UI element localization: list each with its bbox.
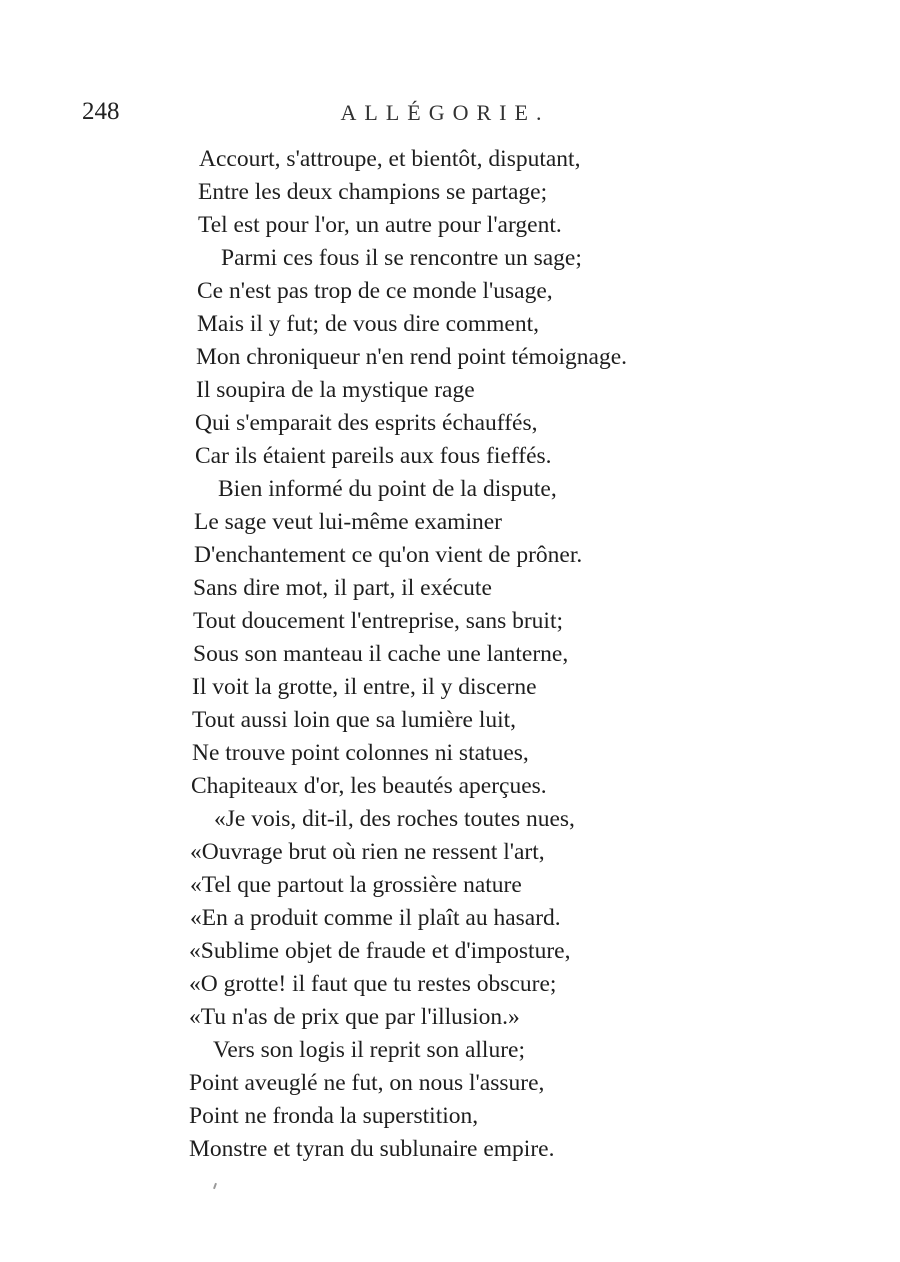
poem-line: Sous son manteau il cache une lanterne, bbox=[193, 641, 569, 667]
page-number: 248 bbox=[82, 98, 120, 125]
poem-line: «Tel que partout la grossière nature bbox=[190, 872, 522, 898]
poem-line: Sans dire mot, il part, il exécute bbox=[193, 575, 492, 601]
poem-line: Ce n'est pas trop de ce monde l'usage, bbox=[197, 278, 553, 304]
poem-line: Point aveuglé ne fut, on nous l'assure, bbox=[189, 1070, 545, 1096]
poem-line: Car ils étaient pareils aux fous fieffés. bbox=[195, 443, 552, 469]
poem-line: «En a produit comme il plaît au hasard. bbox=[190, 905, 561, 931]
poem-line: D'enchantement ce qu'on vient de prôner. bbox=[194, 542, 583, 568]
poem-line: «Je vois, dit-il, des roches toutes nues, bbox=[214, 806, 575, 832]
poem-line: Vers son logis il reprit son allure; bbox=[213, 1037, 525, 1063]
poem-line: Chapiteaux d'or, les beautés aperçues. bbox=[191, 773, 547, 799]
running-head: ALLÉGORIE. bbox=[340, 100, 550, 125]
poem-line: Qui s'emparait des esprits échauffés, bbox=[195, 410, 538, 436]
poem-line: Le sage veut lui-même examiner bbox=[194, 509, 502, 535]
poem-line: «O grotte! il faut que tu restes obscure; bbox=[189, 971, 557, 997]
poem-line: Bien informé du point de la dispute, bbox=[218, 476, 557, 502]
poem-line: Monstre et tyran du sublunaire empire. bbox=[189, 1136, 555, 1162]
poem-line: Accourt, s'attroupe, et bientôt, disputant, bbox=[199, 146, 581, 172]
poem-line: Point ne fronda la superstition, bbox=[189, 1103, 479, 1129]
ink-speck bbox=[213, 1183, 217, 1189]
poem-line: «Sublime objet de fraude et d'imposture, bbox=[189, 938, 571, 964]
poem-line: Parmi ces fous il se rencontre un sage; bbox=[221, 245, 582, 271]
poem-line: Mon chroniqueur n'en rend point témoignage. bbox=[196, 344, 628, 370]
poem-line: Il voit la grotte, il entre, il y discerne bbox=[192, 674, 537, 700]
poem-line: Tout aussi loin que sa lumière luit, bbox=[192, 707, 517, 733]
poem-line: «Ouvrage brut où rien ne ressent l'art, bbox=[190, 839, 545, 865]
poem-line: Entre les deux champions se partage; bbox=[198, 179, 548, 205]
poem-line: Ne trouve point colonnes ni statues, bbox=[192, 740, 529, 766]
poem-line: «Tu n'as de prix que par l'illusion.» bbox=[189, 1004, 520, 1030]
poem-line: Tel est pour l'or, un autre pour l'argent. bbox=[198, 212, 562, 238]
poem-line: Tout doucement l'entreprise, sans bruit; bbox=[193, 608, 564, 634]
poem-line: Il soupira de la mystique rage bbox=[196, 377, 475, 403]
poem-line: Mais il y fut; de vous dire comment, bbox=[197, 311, 540, 337]
